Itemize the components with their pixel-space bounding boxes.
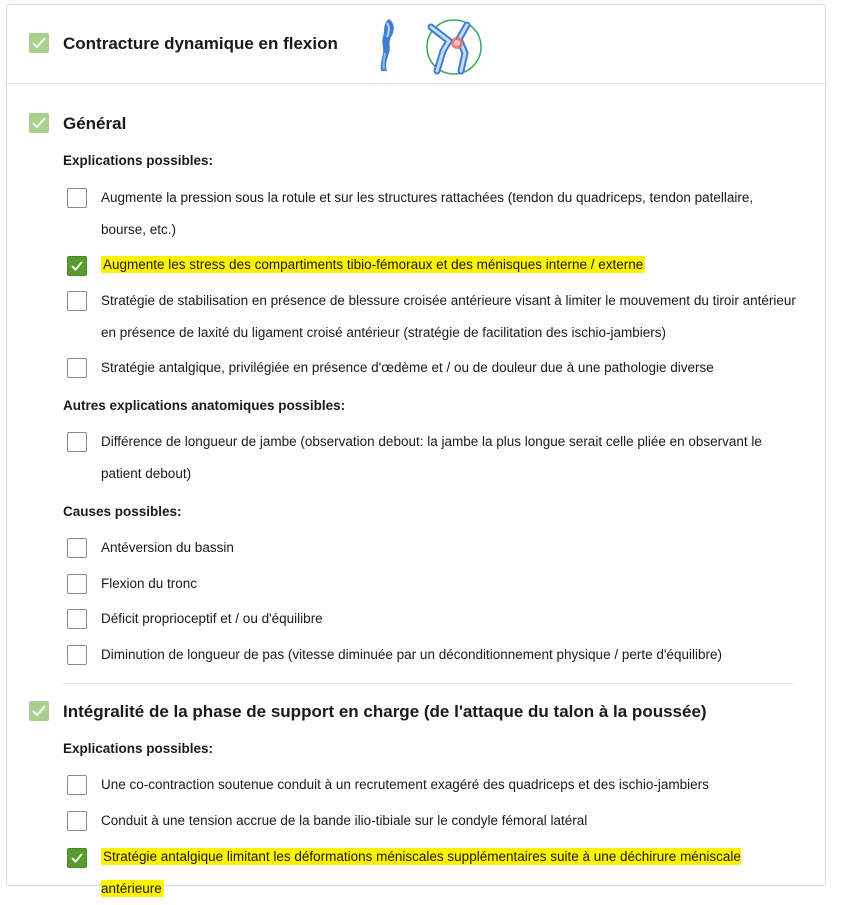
item-checkbox[interactable] (67, 574, 87, 594)
section-checkbox-stance-phase[interactable] (29, 701, 49, 721)
highlighted-label: Augmente les stress des compartiments tibio-fémoraux et des ménisques interne / externe (103, 257, 644, 272)
list-item[interactable] (67, 249, 807, 281)
observation-card (6, 4, 826, 896)
list-item[interactable] (67, 841, 807, 896)
item-checkbox[interactable] (67, 188, 87, 208)
list-item[interactable] (67, 805, 807, 837)
card-header (7, 5, 825, 84)
list-item[interactable] (67, 769, 807, 801)
item-label: Antéversion du bassin (101, 540, 234, 555)
section-checkbox-general[interactable] (29, 113, 49, 133)
check-icon (71, 261, 83, 271)
list-item[interactable] (67, 568, 807, 600)
list-item[interactable] (67, 532, 807, 564)
leg-illustration-icon (373, 17, 403, 73)
check-icon (32, 37, 46, 49)
item-label: Flexion du tronc (101, 576, 198, 591)
item-label: Augmente la pression sous la rotule et sur les structures rattachées (tendon du quadriceps, tendon patellaire, bourse, etc.) (101, 190, 754, 237)
item-checkbox[interactable] (67, 291, 87, 311)
item-checkbox[interactable] (67, 538, 87, 558)
group-heading: Autres explications anatomiques possibles: (63, 398, 346, 413)
item-checkbox[interactable] (67, 811, 87, 831)
item-checkbox[interactable] (67, 848, 87, 868)
list-item[interactable] (67, 285, 807, 349)
check-icon (32, 117, 46, 129)
list-item[interactable] (67, 352, 807, 384)
item-checkbox[interactable] (67, 775, 87, 795)
item-label: Stratégie antalgique, privilégiée en présence d'œdème et / ou de douleur due à une pathologie diverse (101, 360, 714, 375)
page-title: Contracture dynamique en flexion (63, 34, 338, 53)
list-item[interactable] (67, 426, 807, 490)
header-checkbox[interactable] (29, 33, 49, 53)
item-label: Déficit proprioceptif et / ou d'équilibre (101, 611, 323, 626)
item-label: Diminution de longueur de pas (vitesse diminuée par un déconditionnement physique / perte d'équilibre) (101, 647, 722, 662)
item-checkbox[interactable] (67, 256, 87, 276)
list-item[interactable] (67, 603, 807, 635)
check-icon (32, 705, 46, 717)
section-title-general: Général (63, 114, 127, 133)
item-checkbox[interactable] (67, 609, 87, 629)
item-checkbox[interactable] (67, 358, 87, 378)
group-heading: Explications possibles: (63, 153, 214, 168)
list-item[interactable] (67, 639, 807, 671)
list-item[interactable] (67, 182, 807, 246)
item-label: Stratégie de stabilisation en présence de blessure croisée antérieure visant à limiter le mouvement du tiroir antérieur en présence de laxité du ligament croisé antérieur (stratégie de facilitation des ischio-jambiers) (101, 293, 796, 340)
item-label: Conduit à une tension accrue de la bande ilio-tibiale sur le condyle fémoral latéral (101, 813, 588, 828)
item-checkbox[interactable] (67, 432, 87, 452)
group-heading: Explications possibles: (63, 741, 214, 756)
knee-illustration-icon (423, 17, 487, 77)
section-title-stance-phase: Intégralité de la phase de support en charge (de l'attaque du talon à la poussée) (63, 702, 707, 721)
item-label: Une co-contraction soutenue conduit à un recrutement exagéré des quadriceps et des ischio-jambiers (101, 777, 709, 792)
item-checkbox[interactable] (67, 645, 87, 665)
check-icon (71, 853, 83, 863)
highlighted-label: Stratégie antalgique limitant les déformations méniscales supplémentaires suite à une déchirure méniscale antérieure (101, 849, 741, 896)
section-divider (63, 683, 793, 684)
group-heading: Causes possibles: (63, 504, 182, 519)
item-label: Différence de longueur de jambe (observation debout: la jambe la plus longue serait celle pliée en observant le patient debout) (101, 434, 762, 481)
